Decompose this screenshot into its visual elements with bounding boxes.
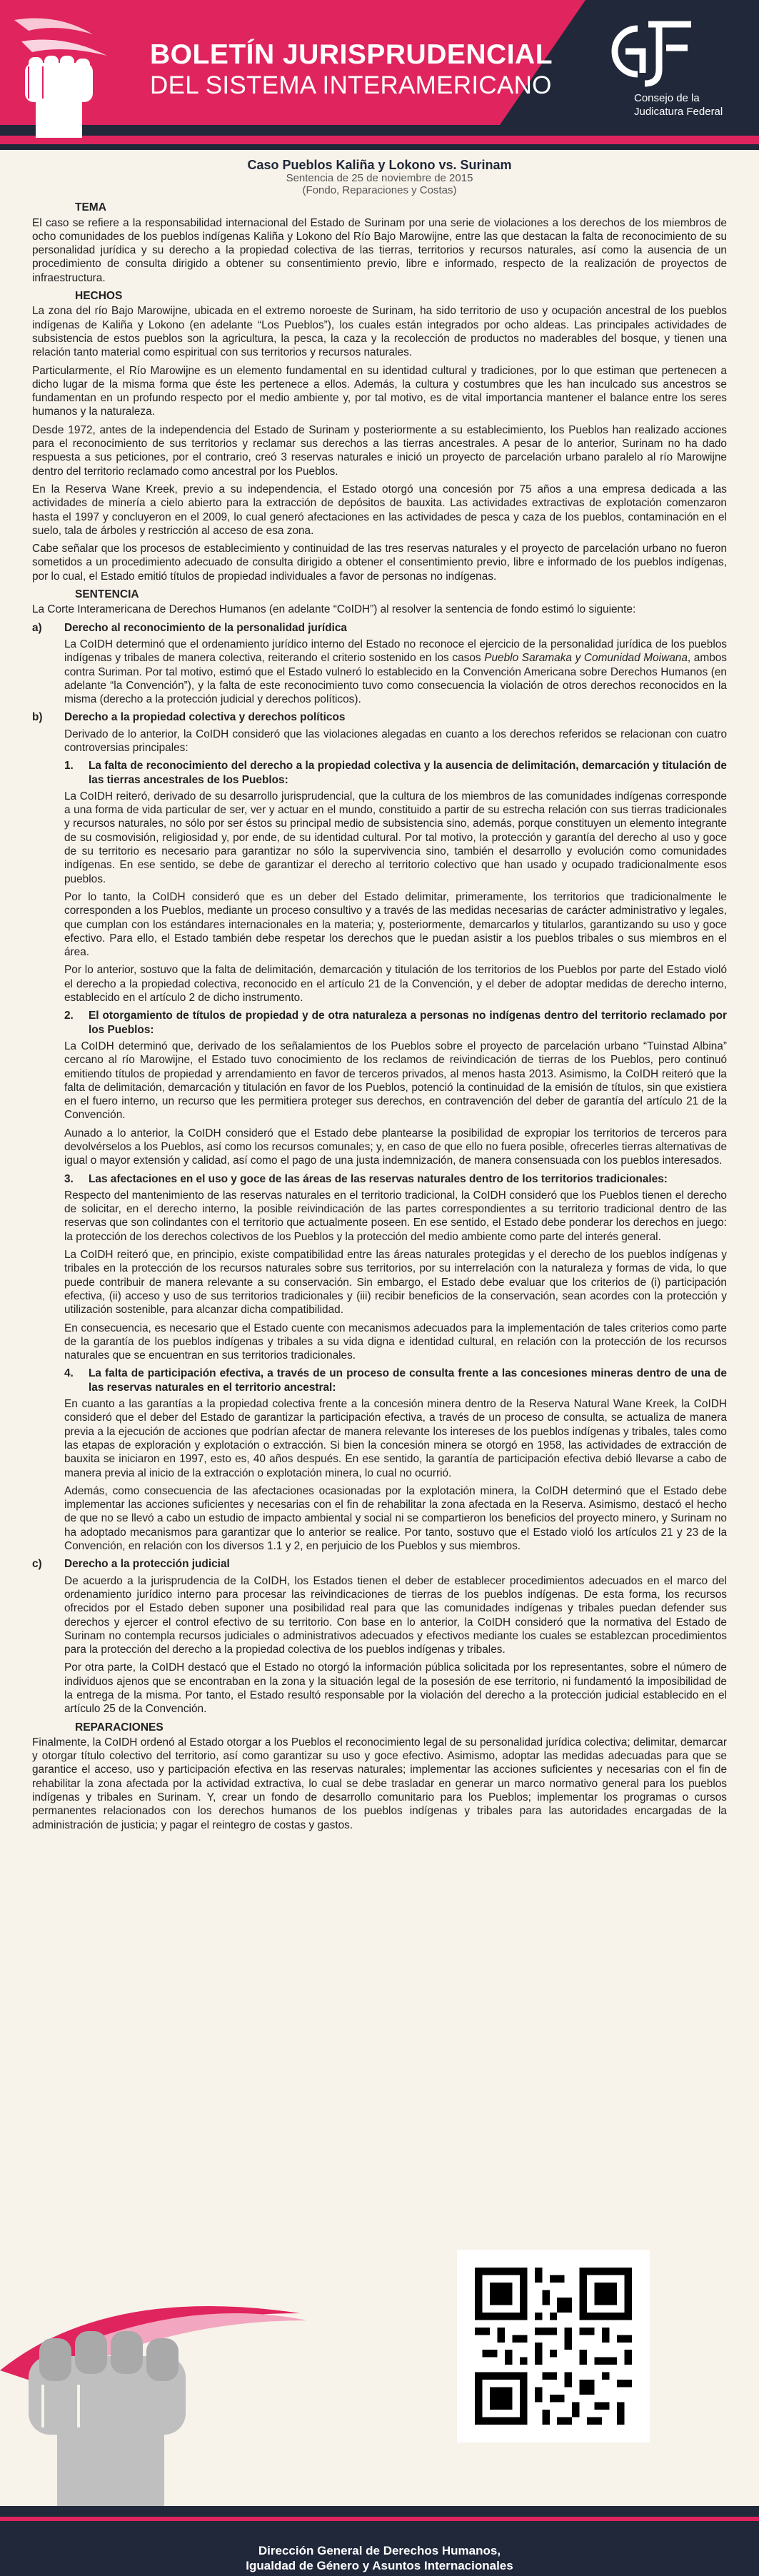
subsection-b3-paragraph: La CoIDH reiteró que, en principio, existe compatibilidad entre las áreas naturales protegidas y el derecho de los pueblos indígenas y tribales en la protección de los recursos naturales sobre sus territorios, por su interrelación con la naturaleza y formas de vida, lo que puede contribuir de manera relevante a su conservación. Sin embargo, el Estado debe evaluar que los criterios de (i) participación efectiva, (ii) acceso y uso de sus territorios tradicionales y (iii) recibir beneficios de la conservación, sean acordes con la protección y utilización sostenible, para alcanzar dicha compatibilidad. [64, 1249, 727, 1317]
section-a-title: Derecho al reconocimiento de la personalidad jurídica [64, 621, 347, 634]
section-a-heading [32, 621, 727, 635]
hechos-paragraph: Particularmente, el Río Marowijne es un elemento fundamental en su identidad cultural y tradiciones, por lo que estiman que pertenecen a dicho lugar de la misma forma que éste les pertenece a ellos. Además, la cultura y costumbres que les han inculcado sus ancestros se fundamentan en un profundo respecto por el medio ambiente y, por tal motivo, es de vital importancia mantener el balance entre los seres humanos y la naturaleza. [32, 364, 727, 418]
subsection-b2-paragraph: La CoIDH determinó que, derivado de los señalamientos de los Pueblos sobre el proyecto de parcelación urbano “Tuinstad Albina” cercano al río Marowijne, el Estado tuvo conocimiento de los reclamos de reivindicación de tierras de los Pueblos, pero continuó emitiendo títulos de propiedad y arrendamiento en favor de terceros privados, al menos hasta 2013. Asimismo, la CoIDH reiteró que la falta de delimitación, demarcación y titulación en favor de los Pueblos, potenció la continuidad de la emisión de títulos, sin que existiera en el fuero interno, un recurso que les permitiera proteger sus derechos, en contravención del deber de garantía del artículo 21 de la Convención. [64, 1040, 727, 1122]
section-b-heading [32, 710, 727, 724]
subsection-b3-heading [64, 1172, 727, 1186]
reparaciones-heading: REPARACIONES [75, 1721, 164, 1734]
tema-heading: TEMA [75, 201, 106, 214]
subsection-b3-paragraph: Respecto del mantenimiento de las reservas naturales en el territorio tradicional, la CoIDH consideró que los Pueblos tienen el derecho de solicitar, en el derecho interno, la posible reivindicación de las partes correspondientes a su territorio tradicional dentro de las reservas que son colindantes con el territorio que actualmente poseen. En ese sentido, el Estado debe ponderar los derechos en juego: la protección de los derechos colectivos de los Pueblos y la protección del medio ambiente como parte del interés general. [64, 1189, 727, 1243]
cjf-caption [634, 91, 723, 119]
section-c-paragraph: De acuerdo a la jurisprudencia de la CoIDH, los Estados tienen el deber de establecer procedimientos adecuados en el marco del ordenamiento jurídico interno para procesar las reivindicaciones de tierras de los pueblos indígenas. De esta forma, los recursos ofrecidos por el Estado deben suponer una posibilidad real para que las comunidades indígenas y tribales puedan defender sus derechos y ejercer el control efectivo de su territorio. Con base en lo anterior, la CoIDH consideró que la normativa del Estado de Surinam no contempla recursos judiciales o administrativos adecuados y efectivos mediante los cuales se establezcan procedimientos para la protección del derecho a la propiedad colectiva de los pueblos indígenas y tribales. [64, 1574, 727, 1656]
subsection-b2-label: 2. [64, 1010, 74, 1022]
hechos-heading: HECHOS [75, 290, 123, 303]
subsection-b1-heading [64, 759, 727, 787]
section-c-heading [32, 1557, 727, 1571]
subsection-b2-title: El otorgamiento de títulos de propiedad y de otra naturaleza a personas no indígenas dentro del territorio reclamado por los Pueblos: [89, 1010, 727, 1036]
subsection-b4-label: 4. [64, 1367, 74, 1380]
subsection-b1-title: La falta de reconocimiento del derecho a la propiedad colectiva y la ausencia de delimitación, demarcación y titulación de las tierras ancestrales de los Pueblos: [89, 760, 727, 786]
bulletin-subtitle: DEL SISTEMA INTERAMERICANO [150, 71, 552, 99]
raised-fist-icon [7, 13, 114, 138]
case-date: Sentencia de 25 de noviembre de 2015 [286, 172, 473, 185]
section-c-title: Derecho a la protección judicial [64, 1558, 230, 1571]
subsection-b4-heading [64, 1367, 727, 1394]
header-banner [0, 0, 759, 150]
subsection-b3-label: 3. [64, 1172, 74, 1185]
section-c-paragraph: Por otra parte, la CoIDH destacó que el Estado no otorgó la información pública solicitada por los representantes, sobre el número de individuos ajenos que se encontraban en la zona y la situación legal de la posesión de ese territorio, ni fundamentó la imposibilidad de la entrega de la misma. Por tanto, el Estado resultó responsable por la violación del derecho a la protección judicial establecido en el artículo 25 de la Convención. [64, 1661, 727, 1716]
section-a-cases: Pueblo Saramaka y Comunidad Moiwana [484, 652, 688, 665]
raised-fist-illustration-icon [0, 2270, 236, 2506]
cjf-caption-line2: Judicatura Federal [634, 106, 723, 118]
hechos-paragraph: Cabe señalar que los procesos de establecimiento y continuidad de las tres reservas naturales y el proyecto de parcelación urbano no fueron sometidos a un procedimiento adecuado de consulta dirigido a obtener el consentimiento previo, libre e informado de los pueblos indígenas, por lo cual, el Estado emitió títulos de propiedad individuales a favor de personas no indígenas. [32, 543, 727, 583]
subsection-b1-paragraph: La CoIDH reiteró, derivado de su desarrollo jurisprudencial, que la cultura de los miembros de las comunidades indígenas corresponde a una forma de vida particular de ser, ver y actuar en el mundo, constituido a partir de su estrecha relación con sus tierras tradicionales y recursos naturales, no sólo por ser éstos su principal medio de subsistencia sino, además, porque constituyen un elemento integrante de su cosmovisión, religiosidad y, por ende, de su identidad cultural. Por tal motivo, la protección y garantía del derecho al uso y goce de su territorio es necesario para garantizar no sólo la supervivencia sino, también el desarrollo y evolución como comunidades indígenas. En ese sentido, se debe de garantizar el derecho al territorio colectivo que han usado y ocupado tradicionalmente esos pueblos. [64, 790, 727, 885]
subsection-b2-paragraph: Aunado a lo anterior, la CoIDH consideró que el Estado debe plantearse la posibilidad de expropiar los territorios de terceros para devolvérselos a los Pueblos, así como los recursos comunales; y, en caso de que ello no fuera posible, ofrecerles tierras alternativas de igual o mayor extensión y calidad, así como el pago de una justa indemnización, de manera consensuada con los pueblos interesados. [64, 1127, 727, 1167]
subsection-b4-paragraph: En cuanto a las garantías a la propiedad colectiva frente a la concesión minera dentro de la Reserva Natural Wane Kreek, la CoIDH consideró que el deber del Estado de garantizar la participación efectiva, a través de un proceso de consulta, se actualiza de manera previa a la ejecución de acciones que podrían afectar de manera relevante los intereses de los pueblos indígenas y tribales, tales como las etapas de exploración y explotación o extracción. Si bien la concesión minera se otorgó en 1958, las actividades de extracción de bauxita se iniciaron en 1997, esto es, 40 años después. En ese sentido, la garantía de participación efectiva debió llevarse a cabo de manera previa al inicio de la extracción o explotación minera, lo cual no ocurrió. [64, 1398, 727, 1479]
hechos-paragraph: Desde 1972, antes de la independencia del Estado de Surinam y posteriormente a su establecimiento, los Pueblos han realizado acciones para el reconocimiento de sus territorios y reclamar sus derechos a las tierras ancestrales. A pesar de lo anterior, Surinam no ha dado respuesta a sus peticiones, por el contrario, creó 3 reservas naturales e inició un proyecto de parcelación urbano paralelo al río Marowijne dentro del territorio reclamado como ancestral por los Pueblos. [32, 423, 727, 478]
subsection-b1-paragraph: Por lo anterior, sostuvo que la falta de delimitación, demarcación y titulación de los territorios de los Pueblos por parte del Estado violó el derecho a la propiedad colectiva, reconocido en el artículo 21 de la Convención, y el deber de adoptar medidas de derecho interno, establecido en el artículo 2 de dicho instrumento. [64, 964, 727, 1005]
section-a-text-part1: La CoIDH determinó que el ordenamiento jurídico interno del Estado no reconoce el ejercicio de la personalidad jurídica de los pueblos indígenas y tribales de manera colectiva, reiterando el criterio sostenido en los casos [64, 638, 727, 665]
subsection-b1-label: 1. [64, 760, 74, 773]
qr-code-icon [475, 2268, 632, 2425]
subsection-b3-paragraph: En consecuencia, es necesario que el Estado cuente con mecanismos adecuados para la implementación de tales criterios como parte de la garantía de los pueblos indígenas y tribales a su vida digna e identidad cultural, en relación con la protección de los recursos naturales que se encuentran en sus territorios tradicionales. [64, 1322, 727, 1362]
cjf-caption-line1: Consejo de la [634, 92, 700, 104]
bulletin-title: BOLETÍN JURISPRUDENCIAL [150, 39, 553, 70]
footer [0, 2249, 759, 2576]
qr-code[interactable] [457, 2250, 650, 2442]
section-a-label: a) [32, 621, 42, 634]
footer-line1: Dirección General de Derechos Humanos, [258, 2544, 501, 2557]
footer-bar [0, 2506, 759, 2576]
reparaciones-text: Finalmente, la CoIDH ordenó al Estado otorgar a los Pueblos el reconocimiento legal de su personalidad jurídica colectiva; delimitar, demarcar y otorgar título colectivo del territorio, así como garantizar su uso y goce efectivo. Asimismo, adoptar las medidas adecuadas para que se garantice el acceso, uso y participación efectiva en las reservas naturales; implementar las acciones suficientes y necesarias con el fin de rehabilitar la zona afectada por la actividad extractiva, lo cual se debe trasladar en generar un marco normativo general para los pueblos indígenas y tribales en Surinam. Y, crear un fondo de desarrollo comunitario para los Pueblos; implementar los programas o cursos permanentes relacionados con los derechos humanos de los pueblos indígenas y tribales para las autoridades encargadas de la administración de justicia; y pagar el reintegro de costas y gastos. [32, 1736, 727, 1831]
subsection-b1-paragraph: Por lo tanto, la CoIDH consideró que es un deber del Estado delimitar, primeramente, los territorios que tradicionalmente le corresponden a los Pueblos, mediante un proceso consultivo y a través de las medidas necesarias de carácter administrativo y legales, que cumplan con los estándares internacionales en la materia; y, posteriormente, demarcarlos y titularlos, garantizando su uso y goce efectivo. Para ello, el Estado también debe respetar los derechos que le puedan asistir a los pueblos tribales o sus miembros en el área. [64, 890, 727, 959]
section-a-text-part2: , ambos contra Suriman. Por tal motivo, estimó que el Estado vulneró lo establecido en la Convención Americana sobre Derechos Humanos (en adelante “la Convención”), y la falta de este reconocimiento tuvo como consecuencia la violación de otros derechos reconocidos en la misma (derecho a la protección judicial y derechos políticos). [64, 652, 728, 706]
footer-credit [0, 2543, 759, 2573]
section-b-title: Derecho a la propiedad colectiva y derechos políticos [64, 711, 346, 724]
case-type: (Fondo, Reparaciones y Costas) [302, 184, 457, 197]
bulletin-content [32, 159, 727, 1836]
subsection-b2-heading [64, 1009, 727, 1037]
subsection-b3-title: Las afectaciones en el uso y goce de las áreas de las reservas naturales dentro de los territorios tradicionales: [89, 1172, 668, 1185]
section-b-intro: Derivado de lo anterior, la CoIDH consideró que las violaciones alegadas en cuanto a los derechos referidos se relacionan con cuatro controversias principales: [64, 728, 727, 754]
subsection-b4-paragraph: Además, como consecuencia de las afectaciones ocasionadas por la explotación minera, la CoIDH determinó que el Estado debe implementar las acciones suficientes y necesarias con el fin de rehabilitar la zona afectada en la Reserva. Asimismo, destacó el hecho de que no se llevó a cabo un estudio de impacto ambiental y social ni se compartieron los beneficios del proyecto minero, y Surinam no ha adoptado mecanismos para garantizar que lo anterior se realice. Por tanto, sostuvo que el Estado violó los artículos 21 y 23 de la Convención, en relación con los diversos 1.1 y 2, en perjuicio de los Pueblos y sus miembros. [64, 1484, 727, 1553]
footer-line2: Igualdad de Género y Asuntos Internacionales [246, 2559, 513, 2572]
case-title: Caso Pueblos Kaliña y Lokono vs. Surinam [247, 158, 512, 172]
section-c-label: c) [32, 1558, 42, 1571]
sentencia-intro: La Corte Interamericana de Derechos Humanos (en adelante “CoIDH”) al resolver la sentencia de fondo estimó lo siguiente: [32, 603, 636, 616]
subsection-b4-title: La falta de participación efectiva, a través de un proceso de consulta frente a las concesiones mineras dentro de una de las reservas naturales en el territorio ancestral: [89, 1367, 727, 1394]
hechos-paragraph: En la Reserva Wane Kreek, previo a su independencia, el Estado otorgó una concesión por 75 años a una empresa dedicada a las actividades de minería a cielo abierto para la extracción de depósitos de bauxita. Las actividades extractivas de explotación comenzaron hasta el 1997 y concluyeron en el 2009, lo cual generó afectaciones en las actividades de pesca y caza de los pueblos, contaminación en el suelo, tala de árboles y restricción al acceso de esa zona. [32, 483, 727, 537]
section-a-text [64, 638, 727, 706]
cjf-logo-icon [598, 16, 698, 87]
sentencia-heading: SENTENCIA [75, 588, 139, 601]
hechos-paragraph: La zona del río Bajo Marowijne, ubicada en el extremo noroeste de Surinam, ha sido territorio de uso y ocupación ancestral de los pueblos indígenas de Kaliña y Lokono (en adelante “Los Pueblos”), los cuales están integrados por ocho aldeas. Las principales actividades de subsistencia de estos pueblos son la agricultura, la pesca, la caza y la recolección de productos no maderables del bosque, y tienen una relación tanto material como espiritual con sus territorios y recursos naturales. [32, 305, 727, 359]
footer-stripe [0, 2517, 759, 2521]
tema-text: El caso se refiere a la responsabilidad internacional del Estado de Surinam por una serie de violaciones a los derechos de los miembros de ocho comunidades de los pueblos indígenas Kaliña y Lokono del Río Bajo Marowijne, entre las que destacan la falta de reconocimiento de su personalidad jurídica y su derecho a la propiedad colectiva de las tierras, territorios y recursos naturales, así como la ausencia de un procedimiento de consulta dirigido a obtener su consentimiento previo, libre e informado, respecto de la realización de proyectos de infraestructura. [32, 216, 727, 284]
section-b-label: b) [32, 711, 43, 724]
